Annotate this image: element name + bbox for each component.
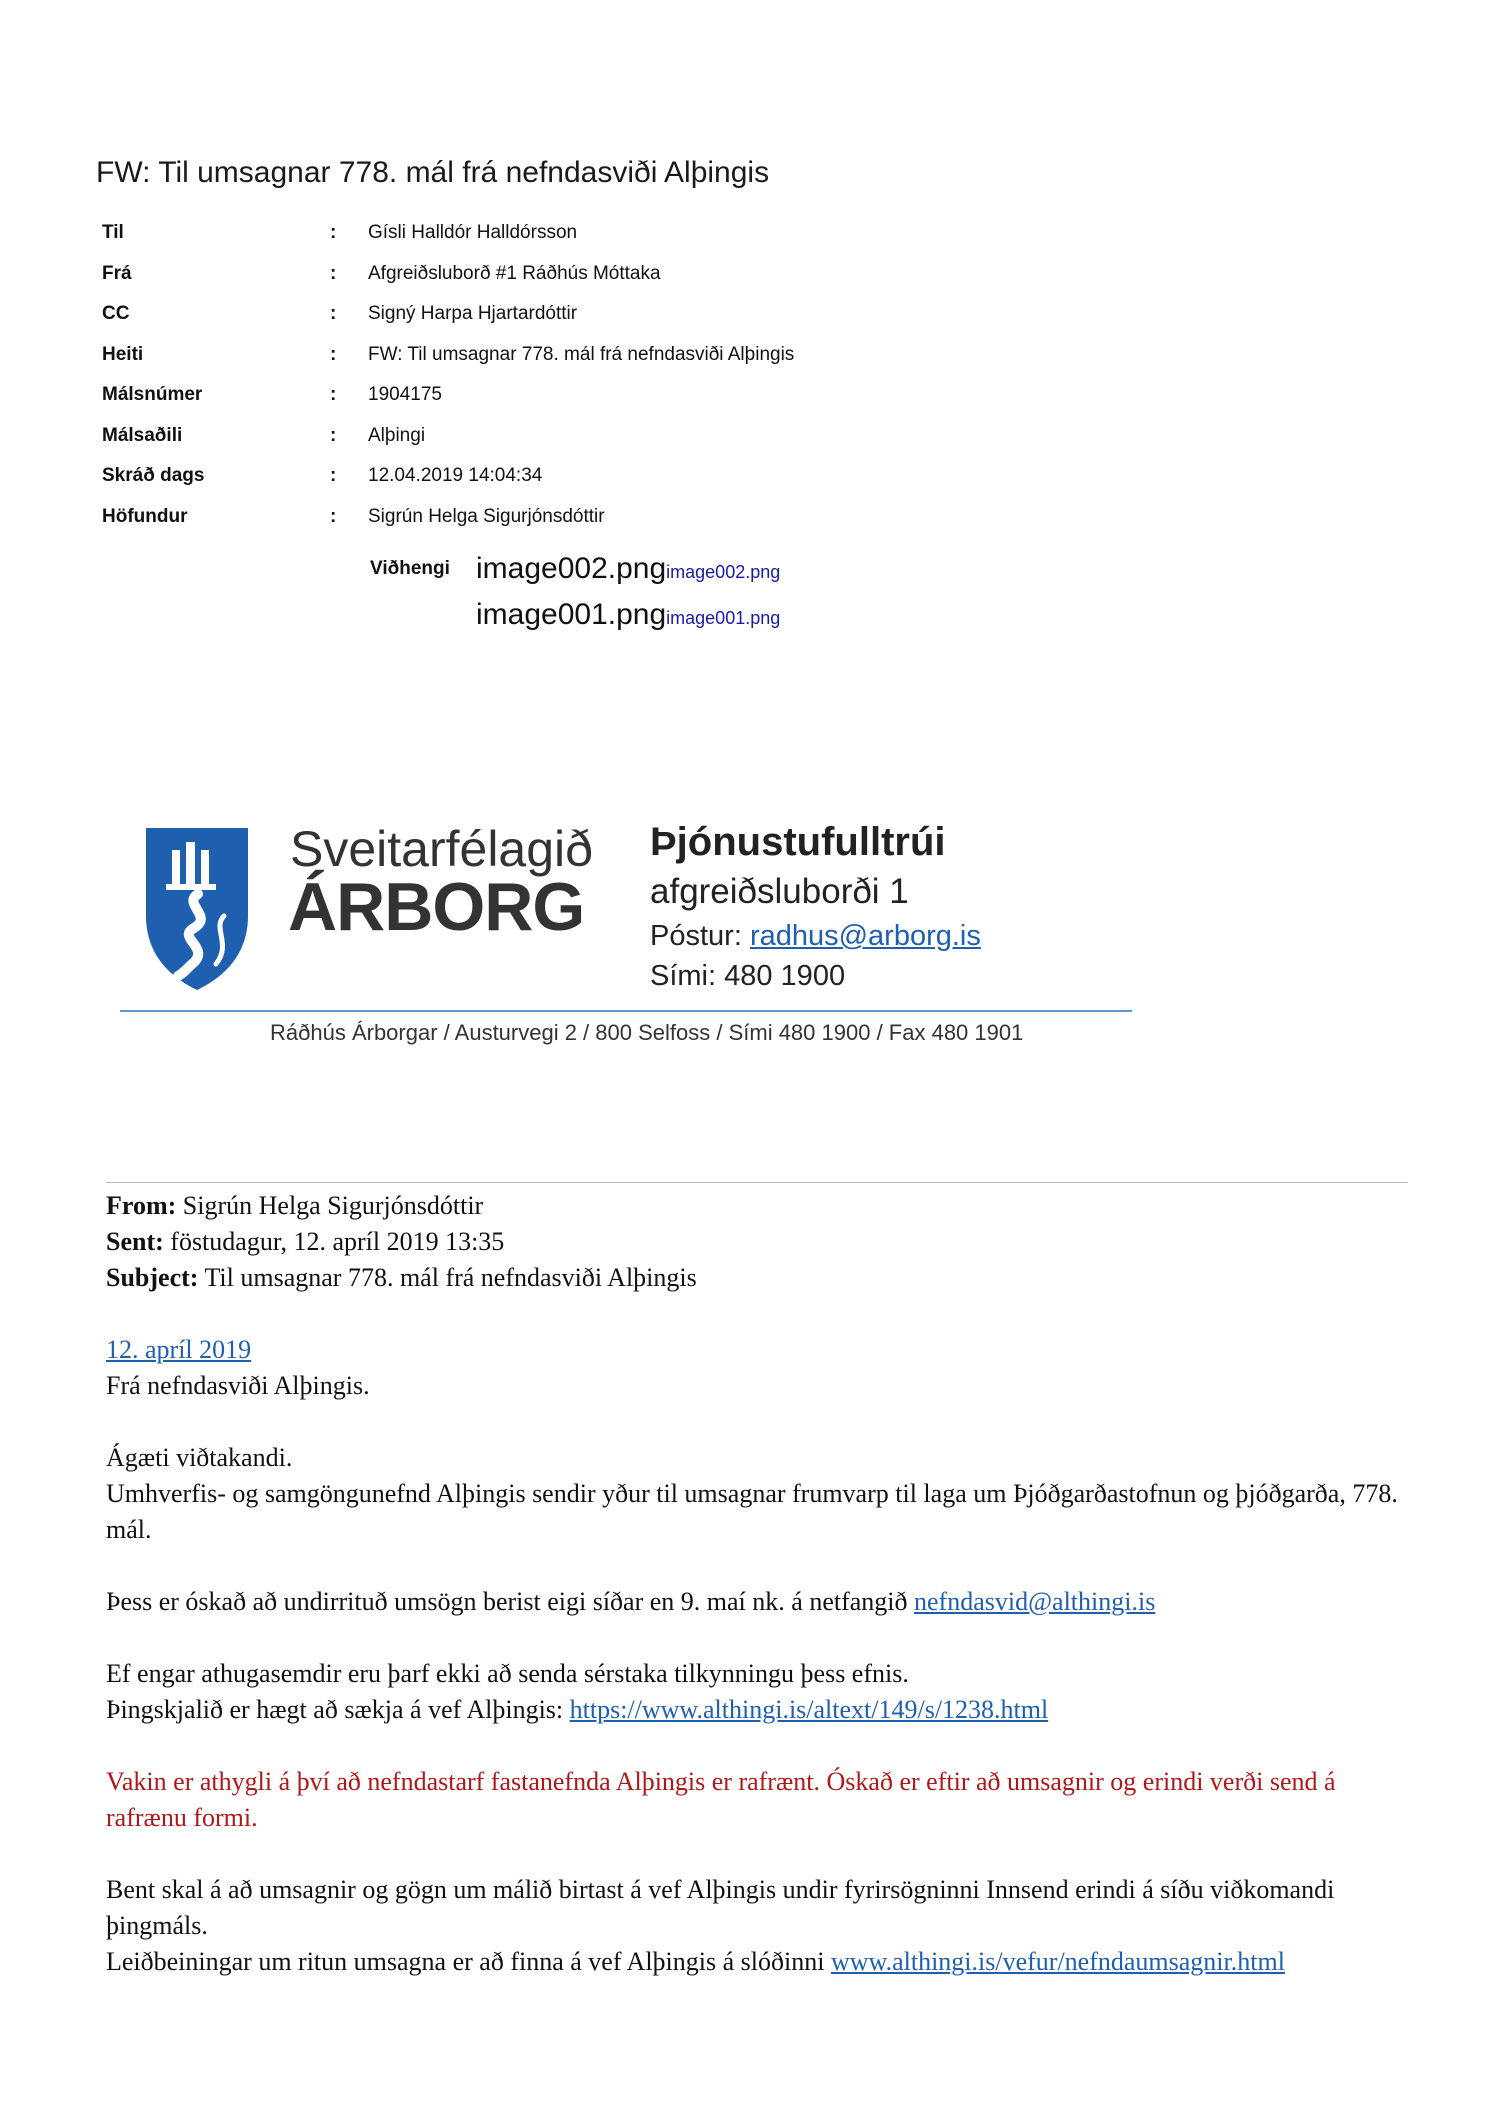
meta-colon: : [330, 384, 337, 405]
signature-phone: Sími: 480 1900 [650, 960, 846, 992]
meta-value: Signý Harpa Hjartardóttir [368, 303, 578, 324]
sent-label: Sent: [106, 1227, 164, 1256]
paragraph-guidelines [106, 1944, 1406, 1980]
paragraph-deadline [106, 1584, 1406, 1620]
guidelines-text: Leiðbeiningar um ritun umsagna er að finna á vef Alþingis á slóðinni [106, 1947, 831, 1976]
attachment-item[interactable] [476, 552, 780, 586]
meta-colon: : [330, 505, 337, 527]
meta-colon: : [330, 262, 337, 284]
email-signature [120, 808, 1140, 1058]
paragraph-publication: Bent skal á að umsagnir og gögn um málið birtast á vef Alþingis undir fyrirsögninni Innsend erindi á síðu viðkomandi þingmáls. [106, 1875, 1335, 1940]
subject-label: Subject: [106, 1263, 199, 1292]
email-subject [106, 1260, 1406, 1296]
meta-row-malsnumer [102, 384, 1002, 425]
meta-label: Heiti [102, 343, 144, 365]
attachments-label: Viðhengi [370, 558, 450, 579]
meta-value: Afgreiðsluborð #1 Ráðhús Móttaka [368, 262, 661, 284]
brand-line2: ÁRBORG [288, 869, 585, 945]
meta-value: Sigrún Helga Sigurjónsdóttir [368, 505, 605, 527]
paragraph-no-comments: Ef engar athugasemdir eru þarf ekki að senda sérstaka tilkynningu þess efnis. [106, 1659, 909, 1688]
from-value: Sigrún Helga Sigurjónsdóttir [176, 1191, 484, 1220]
signature-email-link[interactable]: radhus@arborg.is [749, 920, 981, 952]
meta-row-hofundur [102, 506, 1002, 547]
signature-email-label: Póstur: [650, 920, 750, 952]
date-link[interactable]: 12. apríl 2019 [106, 1335, 252, 1364]
attachment-name: image002.png [476, 552, 667, 585]
paragraph-document [106, 1692, 1406, 1728]
meta-colon: : [330, 465, 337, 486]
meta-row-fra [102, 263, 1002, 304]
signature-address: Ráðhús Árborgar / Austurvegi 2 / 800 Selfoss / Sími 480 1900 / Fax 480 1901 [270, 1020, 1024, 1045]
meta-row-skrad-dags [102, 465, 1002, 506]
deadline-text: Þess er óskað að undirrituð umsögn berist eigi síðar en 9. maí nk. á netfangið [106, 1587, 915, 1616]
meta-label: Til [102, 222, 124, 243]
attachment-link[interactable]: image001.png [666, 608, 781, 628]
signature-email-line [650, 920, 981, 953]
meta-row-til [102, 222, 1002, 263]
sent-value: föstudagur, 12. apríl 2019 13:35 [163, 1227, 505, 1256]
document-link[interactable]: https://www.althingi.is/altext/149/s/1238.html [569, 1695, 1049, 1724]
document-title: FW: Til umsagnar 778. mál frá nefndasviði Alþingis [96, 156, 770, 189]
meta-value: 1904175 [368, 384, 442, 405]
meta-row-heiti [102, 344, 1002, 385]
meta-colon: : [330, 222, 337, 243]
electronic-notice: Vakin er athygli á því að nefndastarf fastanefnda Alþingis er rafrænt. Óskað er eftir að umsagnir og erindi verði send á rafrænu formi. [106, 1767, 1336, 1832]
signature-desk: afgreiðsluborði 1 [650, 872, 909, 911]
brand-line1: Sveitarfélagið [290, 821, 593, 877]
section-divider [106, 1182, 1408, 1183]
email-sent [106, 1224, 1406, 1260]
nefndasvid-email-link[interactable]: nefndasvid@althingi.is [914, 1587, 1156, 1616]
meta-colon: : [330, 303, 337, 324]
from-department: Frá nefndasviði Alþingis. [106, 1371, 370, 1400]
meta-row-malsadili [102, 425, 1002, 466]
email-from [106, 1188, 1406, 1224]
signature-title: Þjónustufulltrúi [650, 820, 946, 864]
meta-label: Frá [102, 262, 132, 284]
meta-row-cc [102, 303, 1002, 344]
meta-label: Málsaðili [102, 424, 183, 446]
email-body [106, 1188, 1406, 1980]
arborg-shield-logo [142, 824, 252, 994]
meta-value: FW: Til umsagnar 778. mál frá nefndasviði Alþingis [368, 343, 795, 365]
meta-label: Málsnúmer [102, 384, 203, 405]
meta-label: Höfundur [102, 505, 188, 527]
meta-colon: : [330, 343, 337, 365]
from-label: From: [106, 1191, 177, 1220]
attachment-item[interactable] [476, 598, 780, 632]
subject-value: Til umsagnar 778. mál frá nefndasviði Alþingis [198, 1263, 697, 1292]
meta-colon: : [330, 424, 337, 446]
attachment-name: image001.png [476, 598, 667, 631]
paragraph-request: Umhverfis- og samgöngunefnd Alþingis sendir yður til umsagnar frumvarp til laga um Þjóðgarðastofnun og þjóðgarða, 778. mál. [106, 1479, 1398, 1544]
signature-divider [120, 1010, 1132, 1012]
meta-label: CC [102, 303, 130, 324]
guidelines-link[interactable]: www.althingi.is/vefur/nefndaumsagnir.html [830, 1947, 1285, 1976]
attachment-link[interactable]: image002.png [666, 562, 781, 582]
greeting: Ágæti viðtakandi. [106, 1443, 293, 1472]
document-text: Þingskjalið er hægt að sækja á vef Alþingis: [106, 1695, 570, 1724]
meta-label: Skráð dags [102, 465, 205, 486]
meta-value: 12.04.2019 14:04:34 [368, 465, 543, 486]
metadata-table [102, 222, 1002, 546]
meta-value: Alþingi [368, 424, 426, 446]
meta-value: Gísli Halldór Halldórsson [368, 222, 578, 243]
